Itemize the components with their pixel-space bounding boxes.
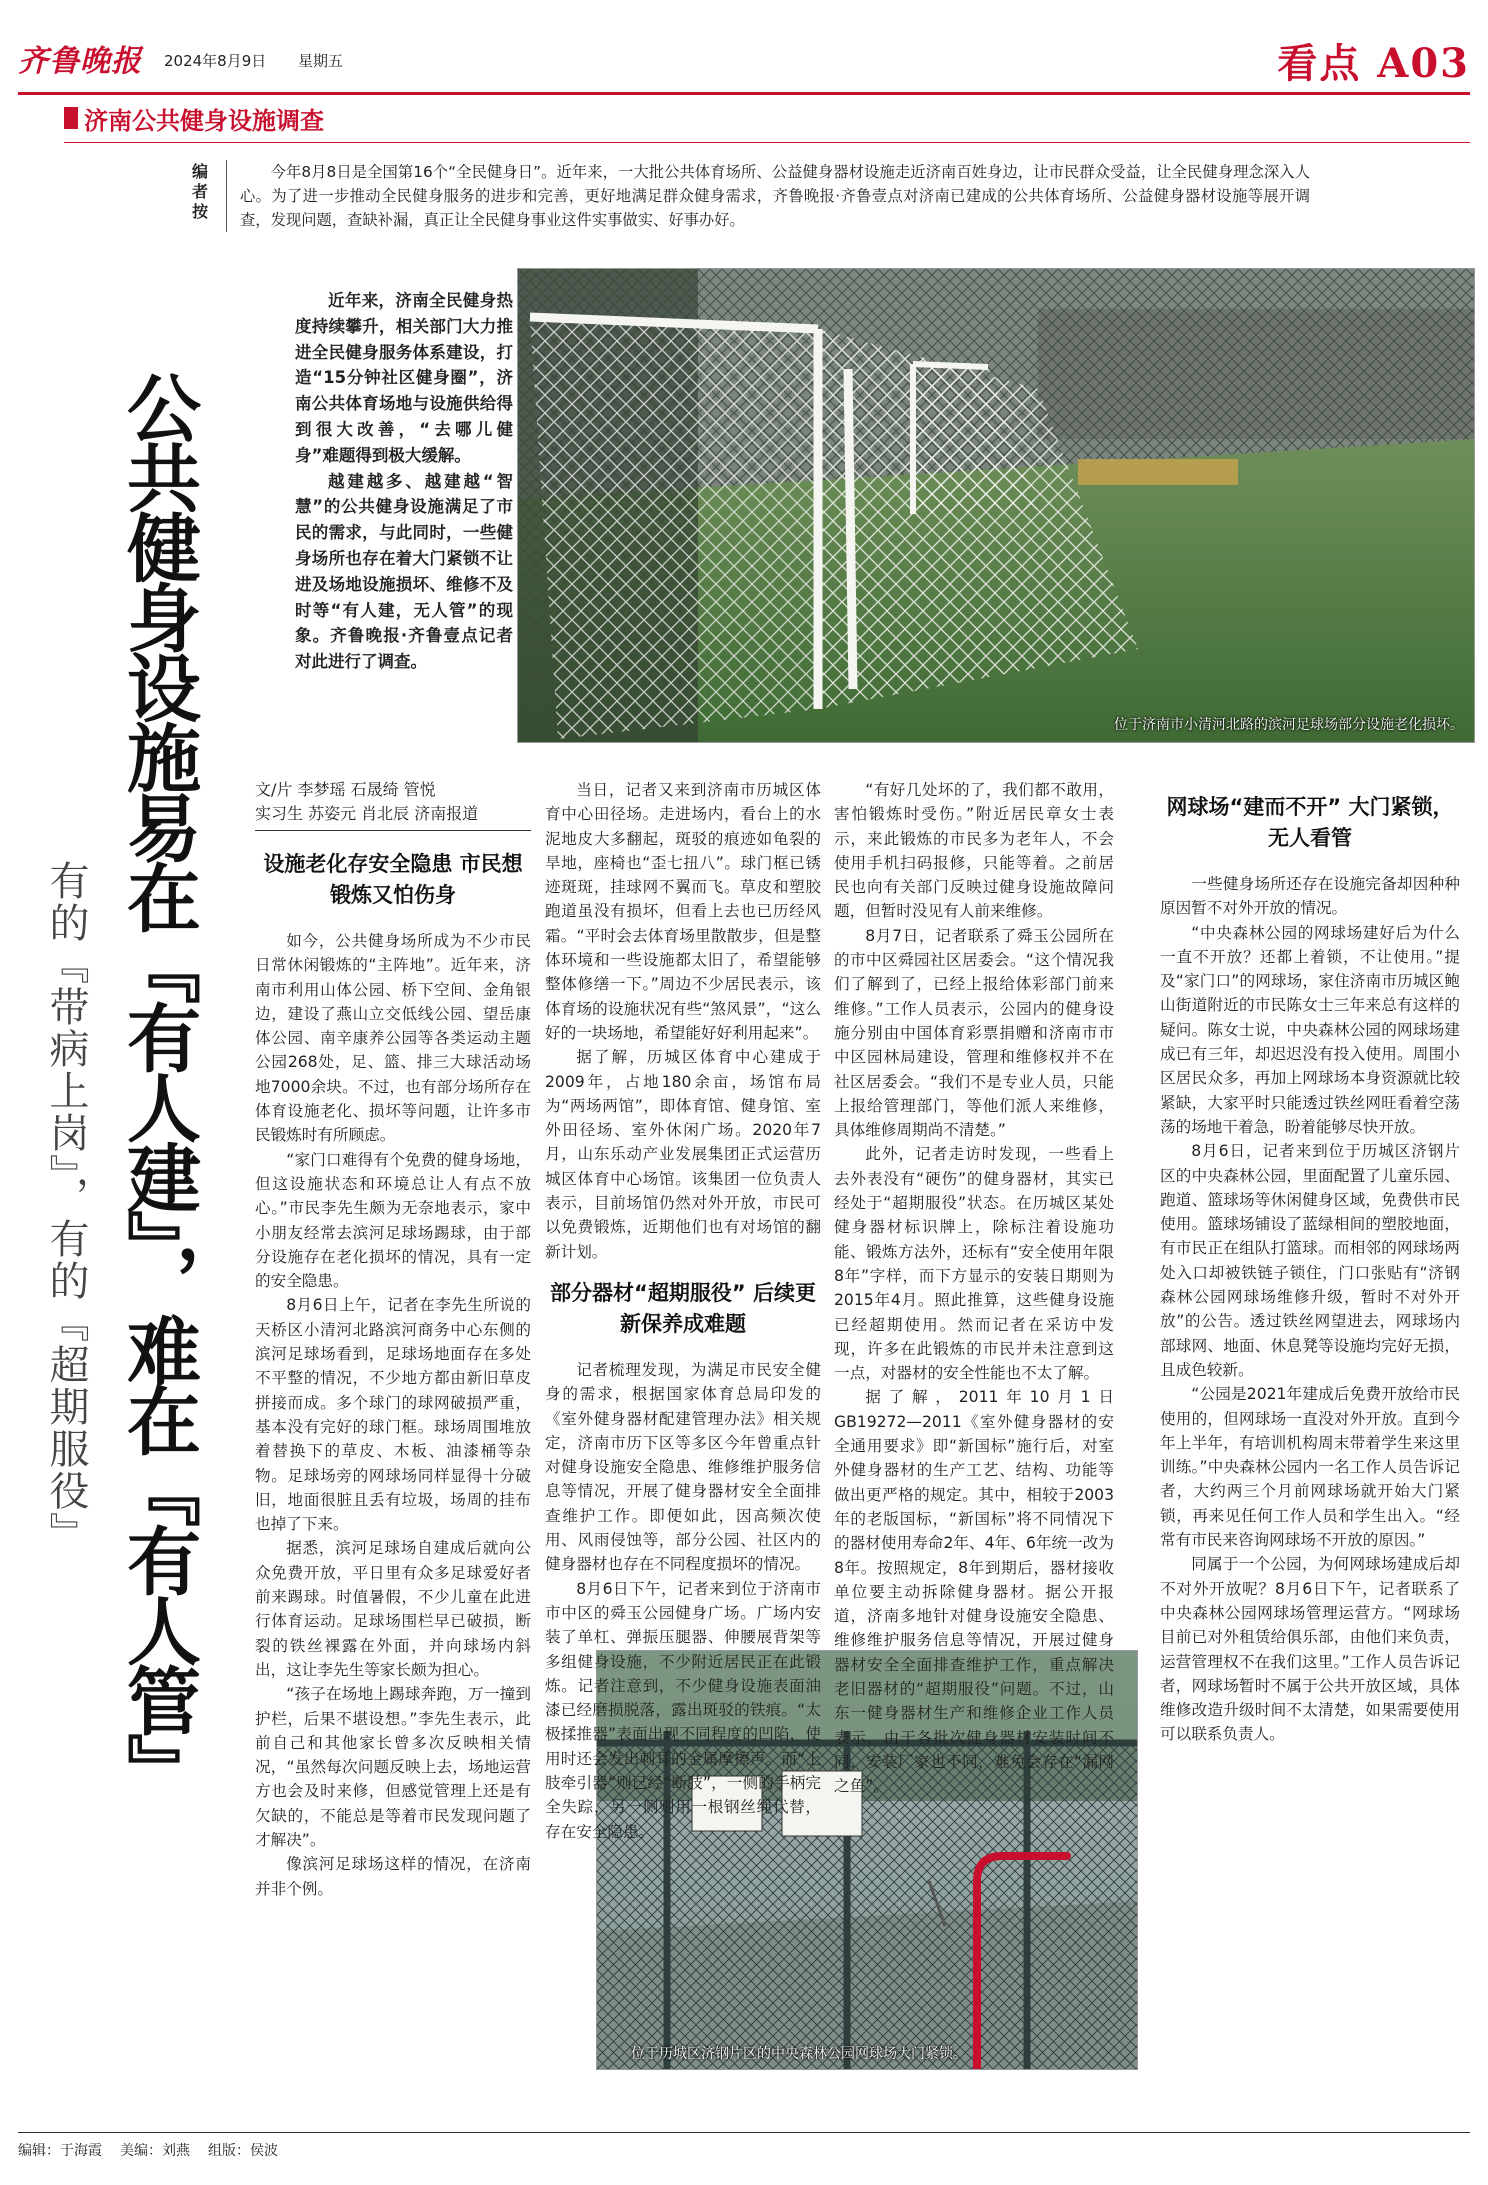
section-heading-aging-facilities: 设施老化存安全隐患 市民想锻炼又怕伤身 [263, 852, 523, 907]
article-paragraph: 据悉，滨河足球场自建成后就向公众免费开放，平日里有众多足球爱好者前来踢球。时值暑假，不少儿童在此进行体育运动。足球场围栏早已破损，断裂的铁丝裸露在外面，并向球场内斜出，这让李先生等家长颇为担心。 [255, 1539, 531, 1679]
masthead [18, 30, 1470, 86]
sub-headline: 有的『带病上岗』，有的『超期服役』 [43, 860, 89, 1554]
section-heading-tennis-court: 网球场“建而不开” 大门紧锁，无人看管 [1166, 795, 1454, 850]
article-paragraph: 如今，公共健身场所成为不少市民日常休闲锻炼的“主阵地”。近年来，济南市利用山体公园、桥下空间、金角银边，建设了燕山立交低线公园、望岳康体公园、南辛康养公园等各类运动主题公园268处，足、篮、排三大球活动场地7000余块。不过，也有部分场所存在体育设施老化、损坏等问题，让许多市民锻炼时有所顾虑。 [255, 932, 531, 1145]
topic-rule [64, 142, 1470, 143]
article-paragraph: “家门口难得有个免费的健身场地，但这设施状态和环境总让人有点不放心。”市民李先生颇为无奈地表示，家中小朋友经常去滨河足球场踢球，由于部分设施存在老化损坏的情况，具有一定的安全隐患。 [255, 1150, 531, 1291]
article-byline [255, 778, 531, 831]
footer-editor: 编辑：于海霞 [18, 2143, 102, 2159]
article-intro [295, 288, 513, 675]
byline-authors: 文/片 李梦瑶 石晟绮 管悦 [255, 780, 436, 799]
article-paragraph: 据了解，历城区体育中心建成于2009年，占地180余亩，场馆布局为“两场两馆”，即体育馆、健身馆、室外田径场、室外休闲广场。2020年7月，山东乐动产业发展集团正式运营历城区体育中心场馆。该集团一位负责人表示，目前场馆仍然对外开放，市民可以免费锻炼，近期他们也有对场馆的翻新计划。 [545, 1048, 821, 1261]
article-column-3 [834, 778, 1114, 1798]
article-paragraph: 像滨河足球场这样的情况，在济南并非个例。 [255, 1855, 531, 1898]
publication-date: 2024年8月9日 [164, 52, 267, 70]
topic-marker [64, 107, 78, 129]
page-footer [18, 2140, 278, 2160]
editor-note-label: 编者按 [192, 162, 209, 221]
article-paragraph: 当日，记者又来到济南市历城区体育中心田径场。走进场内，看台上的水泥地皮大多翻起，斑驳的痕迹如龟裂的旱地，座椅也“歪七扭八”。球门框已锈迹斑斑，挂球网不翼而飞。草皮和塑胶跑道虽没有损坏，但看上去也已历经风霜。“平时会去体育场里散散步，但是整体环境和一些设施都太旧了，希望能够整体修缮一下。”周边不少居民表示，该体育场的设施状况有些“煞风景”，“这么好的一块场地，希望能好好利用起来”。 [545, 781, 821, 1042]
publication-weekday: 星期五 [298, 52, 344, 70]
article-paragraph: 8月6日，记者来到位于历城区济钢片区的中央森林公园，里面配置了儿童乐园、跑道、篮球场等休闲健身区域，免费供市民使用。篮球场铺设了蓝绿相间的塑胶地面，有市民正在组队打篮球。而相邻的网球场两处入口却被铁链子锁住，门口张贴有“济钢森林公园网球场维修升级，暂时不对外开放”的公告。透过铁丝网望进去，网球场内部球网、地面、休息凳等设施均完好无损，且成色较新。 [1160, 1142, 1460, 1379]
section-heading-overdue-equipment: 部分器材“超期服役” 后续更新保养成难题 [550, 1280, 816, 1336]
article-paragraph: “公园是2021年建成后免费开放给市民使用的，但网球场一直没对外开放。直到今年上半年，有培训机构周末带着学生来这里训练。”中央森林公园内一名工作人员告诉记者，大约两三个月前网球场就开始大门紧锁，再来见任何工作人员和学生出入。“经常有市民来咨询网球场不开放的原因。” [1160, 1385, 1460, 1550]
editor-note-text: 今年8月8日是全国第16个“全民健身日”。近年来，一大批公共体育场所、公益健身器材设施走近济南百姓身边，让市民群众受益，让全民健身理念深入人心。为了进一步推动全民健身服务的进步和完善，更好地满足群众健身需求，齐鲁晚报·齐鲁壹点对济南已建成的公共体育场所、公益健身器材设施等展开调查，发现问题，查缺补漏，真正让全民健身事业这件实事做实、好事办好。 [240, 163, 1310, 229]
intro-paragraph: 越建越多、越建越“智慧”的公共健身设施满足了市民的需求，与此同时，一些健身场所也存在着大门紧锁不让进及场地设施损坏、维修不及时等“有人建，无人管”的现象。齐鲁晚报·齐鲁壹点记者对此进行了调查。 [295, 471, 513, 672]
intro-paragraph: 近年来，济南全民健身热度持续攀升，相关部门大力推进全民健身服务体系建设，打造“15分钟社区健身圈”，济南公共体育场地与设施供给得到很大改善，“去哪儿健身”难题得到极大缓解。 [295, 291, 513, 465]
photo-football-field [517, 268, 1475, 743]
footer-art-editor: 美编：刘燕 [120, 2143, 190, 2159]
editor-note-divider [226, 160, 227, 232]
header-rule [18, 92, 1470, 95]
article-paragraph: “孩子在场地上踢球奔跑，万一撞到护栏，后果不堪设想。”李先生表示，此前自己和其他家长曾多次反映相关情况，“虽然每次问题反映上去，场地运营方也会及时来修，但感觉管理上还是有欠缺的，不能总是等着市民发现问题了才解决”。 [255, 1685, 531, 1849]
topic-bar [64, 100, 324, 136]
article-paragraph: 此外，记者走访时发现，一些看上去外表没有“硬伤”的健身器材，其实已经处于“超期服役”状态。在历城区某处健身器材标识牌上，除标注着设施功能、锻炼方法外，还标有“安全使用年限8年”字样，而下方显示的安装日期则为2015年4月。照此推算，这些健身设施已经超期使用。然而记者在采访中发现，许多在此锻炼的市民并未注意到这一点，对器材的安全性能也不太了解。 [834, 1145, 1114, 1383]
article-paragraph: 8月7日，记者联系了舜玉公园所在的市中区舜园社区居委会。“这个情况我们了解到了，已经上报给体彩部门前来维修。”工作人员表示，公园内的健身设施分别由中国体育彩票捐赠和济南市市中区园林局建设，管理和维修权并不在社区居委会。“我们不是专业人员，只能上报给管理部门，等他们派人来维修，具体维修周期尚不清楚。” [834, 926, 1114, 1140]
article-paragraph: 同属于一个公园，为何网球场建成后却不对外开放呢？8月6日下午，记者联系了中央森林公园网球场管理运营方。“网球场目前已对外租赁给俱乐部，由他们来负责，运营管理权不在我们这里。”工作人员告诉记者，网球场暂时不属于公共开放区域，具体维修改造升级时间不太清楚，如果需要使用可以联系负责人。 [1160, 1555, 1460, 1744]
football-field-illustration [518, 269, 1475, 743]
article-column-4 [1160, 778, 1460, 1747]
article-paragraph: “有好几处坏的了，我们都不敢用，害怕锻炼时受伤。”附近居民章女士表示，来此锻炼的市民多为老年人，不会使用手机扫码报修，只能等着。之前居民也向有关部门反映过健身设施故障问题，但暂时没见有人前来维修。 [834, 781, 1114, 921]
article-paragraph: 记者梳理发现，为满足市民安全健身的需求，根据国家体育总局印发的《室外健身器材配建管理办法》相关规定，济南市历下区等多区今年曾重点针对健身设施安全隐患、维修维护服务信息等情况，开展了健身器材安全全面排查维护工作。即便如此，因高频次使用、风雨侵蚀等，部分公园、社区内的健身器材也存在不同程度损坏的情况。 [545, 1360, 821, 1574]
footer-layout: 组版：侯波 [208, 2143, 278, 2159]
article-paragraph: 8月6日上午，记者在李先生所说的天桥区小清河北路滨河商务中心东侧的滨河足球场看到，足球场地面存在多处不平整的情况，不少地方都由新旧草皮拼接而成。多个球门的球网破损严重，基本没有完好的球门框。球场周围堆放着替换下的草皮、木板、油漆桶等杂物。足球场旁的网球场同样显得十分破旧，地面很脏且丢有垃圾，场周的挂布也掉了下来。 [255, 1296, 531, 1534]
article-column-1 [255, 778, 531, 1901]
topic-title: 济南公共健身设施调查 [84, 106, 324, 135]
article-paragraph: “中央森林公园的网球场建好后为什么一直不开放？还都上着锁，不让使用。”提及“家门口”的网球场，家住济南市历城区鲍山街道附近的市民陈女士三年来总有这样的疑问。陈女士说，中央森林公园的网球场建成已有三年，却迟迟没有投入使用。周围小区居民众多，再加上网球场本身资源就比较紧缺，大家平时只能透过铁丝网旺看着空荡荡的场地干着急，盼着能够尽快开放。 [1160, 923, 1460, 1136]
article-column-2 [545, 778, 821, 1844]
photo2-caption: 位于历城区济钢片区的中央森林公园网球场大门紧锁。 [631, 2046, 967, 2062]
main-headline: 公共健身设施易在『有人建』，难在『有人管』 [115, 370, 201, 1803]
newspaper-logo: 齐鲁晚报 [18, 44, 142, 79]
photo1-caption: 位于济南市小清河北路的滨河足球场部分设施老化损坏。 [1114, 717, 1464, 733]
byline-interns: 实习生 苏姿元 肖北辰 济南报道 [255, 804, 479, 823]
article-paragraph: 据了解，2011年10月1日GB19272—2011《室外健身器材的安全通用要求》即“新国标”施行后，对室外健身器材的生产工艺、结构、功能等做出更严格的规定。其中，相较于2003年的老版国标，“新国标”将不同情况下的器材使用寿命2年、4年、6年统一改为8年。按照规定，8年到期后，器材接收单位要主动拆除健身器材。据公开报道，济南多地针对健身设施安全隐患、维修维护服务信息等情况，开展过健身器材安全全面排查维护工作，重点解决老旧器材的“超期服役”问题。不过，山东一健身器材生产和维修企业工作人员表示，由于各批次健身器材安装时间不同，安装厂家也不同，难免会存在“漏网之鱼”。 [834, 1388, 1114, 1796]
page-section-label: 看点 A03 [1277, 40, 1470, 87]
article-paragraph: 一些健身场所还存在设施完备却因种种原因暂不对外开放的情况。 [1160, 875, 1460, 918]
article-paragraph: 8月6日下午，记者来到位于济南市市中区的舜玉公园健身广场。广场内安装了单杠、弹振压腿器、伸腰展背架等多组健身设施，不少附近居民正在此锻炼。记者注意到，不少健身设施表面油漆已经磨损脱落，露出斑驳的铁痕。“太极揉推器”表面出现不同程度的凹陷，使用时还会发出刺耳的金属摩擦声。而“上肢牵引器”则已经“断肢”，一侧的手柄完全失踪，另一侧则用一根钢丝绳代替，存在安全隐患。 [545, 1579, 821, 1841]
footer-rule [18, 2132, 1470, 2133]
